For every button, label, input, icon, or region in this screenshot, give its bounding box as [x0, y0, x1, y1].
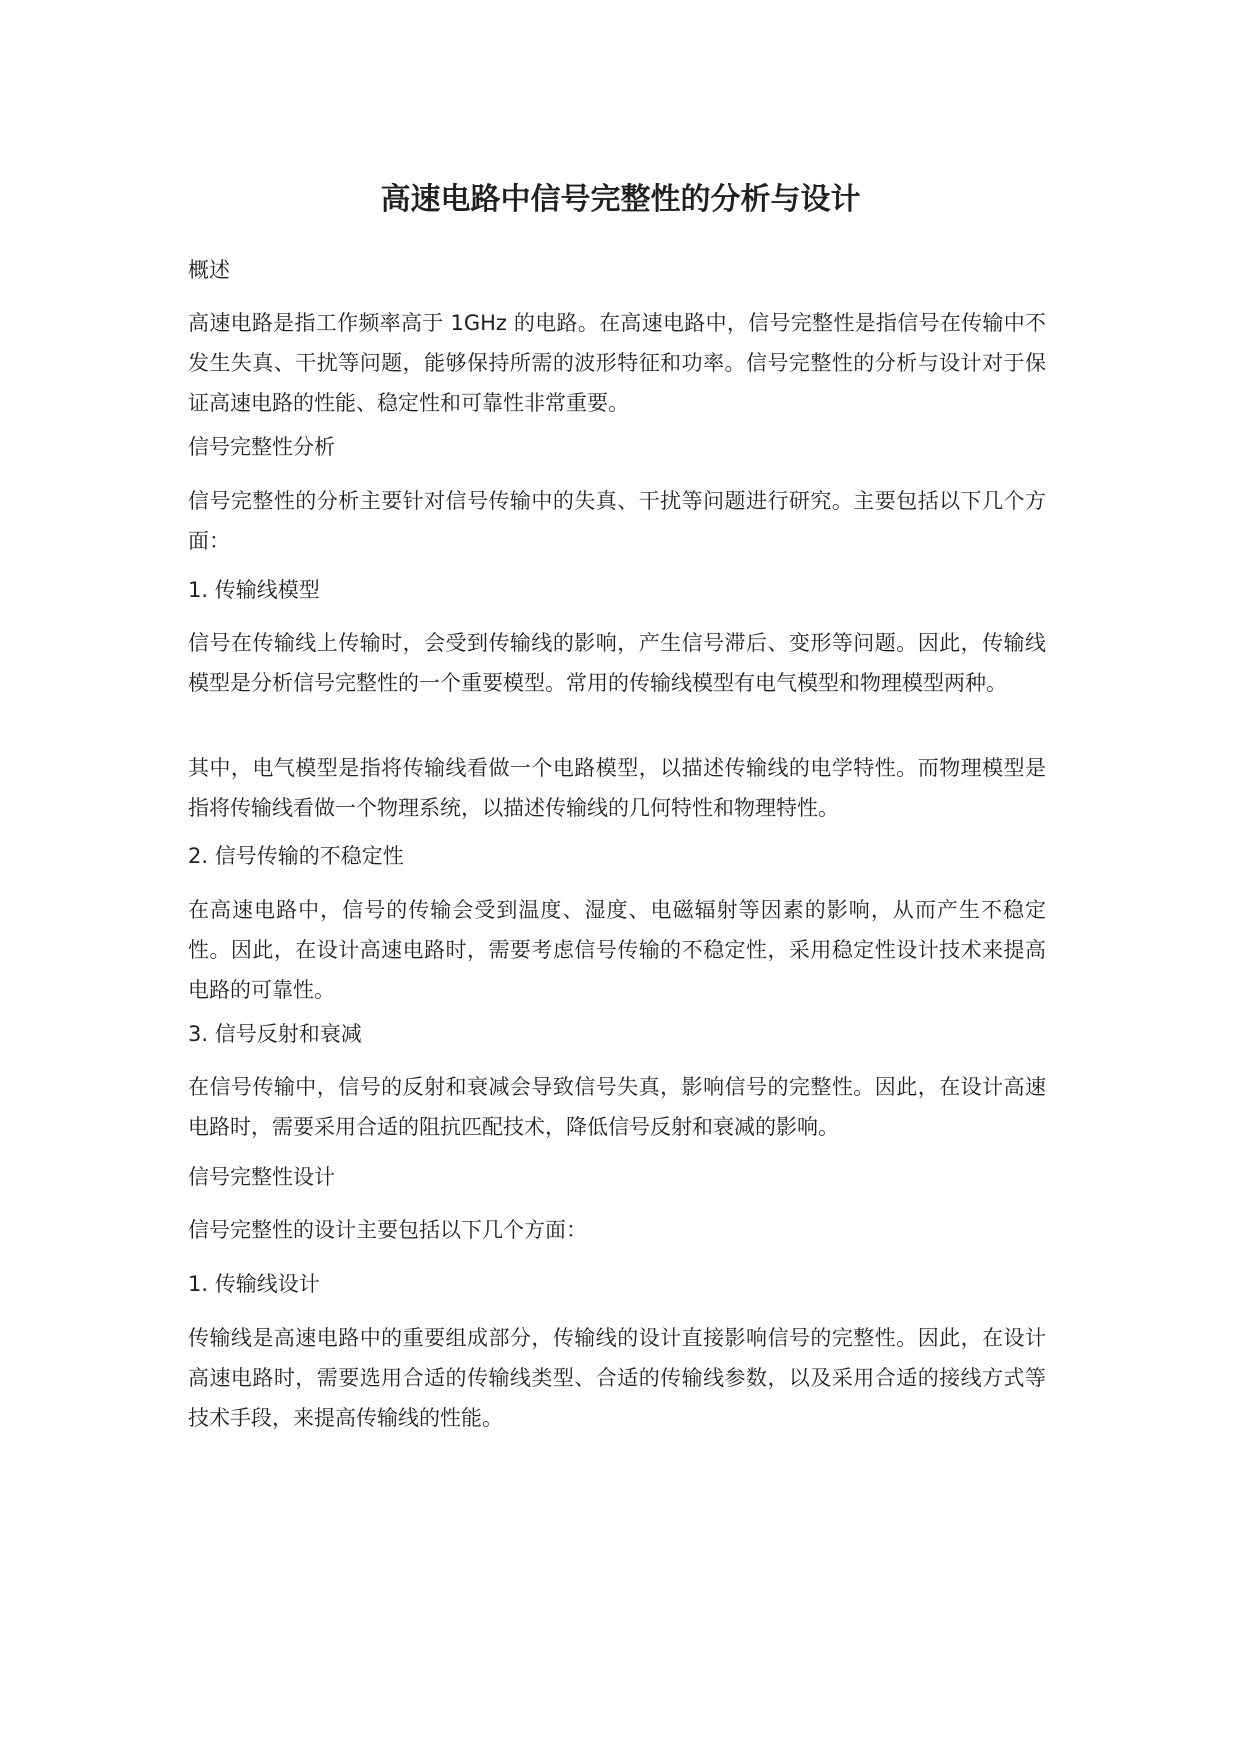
paragraph-reflection-attenuation: 在信号传输中，信号的反射和衰减会导致信号失真，影响信号的完整性。因此，在设计高速电路时，需要采用合适的阻抗匹配技术，降低信号反射和衰减的影响。: [188, 1075, 1046, 1139]
paragraph-si-design-intro: 信号完整性的设计主要包括以下几个方面：: [188, 1218, 587, 1242]
heading-si-design: 信号完整性设计: [188, 1165, 335, 1189]
heading-transmission-line-design: 1. 传输线设计: [188, 1272, 320, 1296]
paragraph-transmission-line-model: 信号在传输线上传输时，会受到传输线的影响，产生信号滞后、变形等问题。因此，传输线模型是分析信号完整性的一个重要模型。常用的传输线模型有电气模型和物理模型两种。: [188, 631, 1046, 695]
paragraph-overview: 高速电路是指工作频率高于 1GHz 的电路。在高速电路中，信号完整性是指信号在传输中不发生失真、干扰等问题，能够保持所需的波形特征和功率。信号完整性的分析与设计对于保证高速电路的性能、稳定性和可靠性非常重要。: [188, 311, 1046, 415]
document-title: 高速电路中信号完整性的分析与设计: [380, 182, 861, 217]
paragraph-model-types: 其中，电气模型是指将传输线看做一个电路模型，以描述传输线的电学特性。而物理模型是指将传输线看做一个物理系统，以描述传输线的几何特性和物理特性。: [188, 756, 1046, 820]
paragraph-si-analysis-intro: 信号完整性的分析主要针对信号传输中的失真、干扰等问题进行研究。主要包括以下几个方面：: [188, 489, 1046, 553]
heading-si-analysis: 信号完整性分析: [188, 435, 335, 459]
heading-reflection-attenuation: 3. 信号反射和衰减: [188, 1022, 362, 1046]
heading-instability: 2. 信号传输的不稳定性: [188, 844, 404, 868]
paragraph-transmission-line-design: 传输线是高速电路中的重要组成部分，传输线的设计直接影响信号的完整性。因此，在设计高速电路时，需要选用合适的传输线类型、合适的传输线参数，以及采用合适的接线方式等技术手段，来提高传输线的性能。: [188, 1326, 1046, 1430]
heading-transmission-line-model: 1. 传输线模型: [188, 578, 320, 602]
heading-overview: 概述: [188, 258, 230, 282]
paragraph-instability: 在高速电路中，信号的传输会受到温度、湿度、电磁辐射等因素的影响，从而产生不稳定性。因此，在设计高速电路时，需要考虑信号传输的不稳定性，采用稳定性设计技术来提高电路的可靠性。: [188, 898, 1046, 1002]
